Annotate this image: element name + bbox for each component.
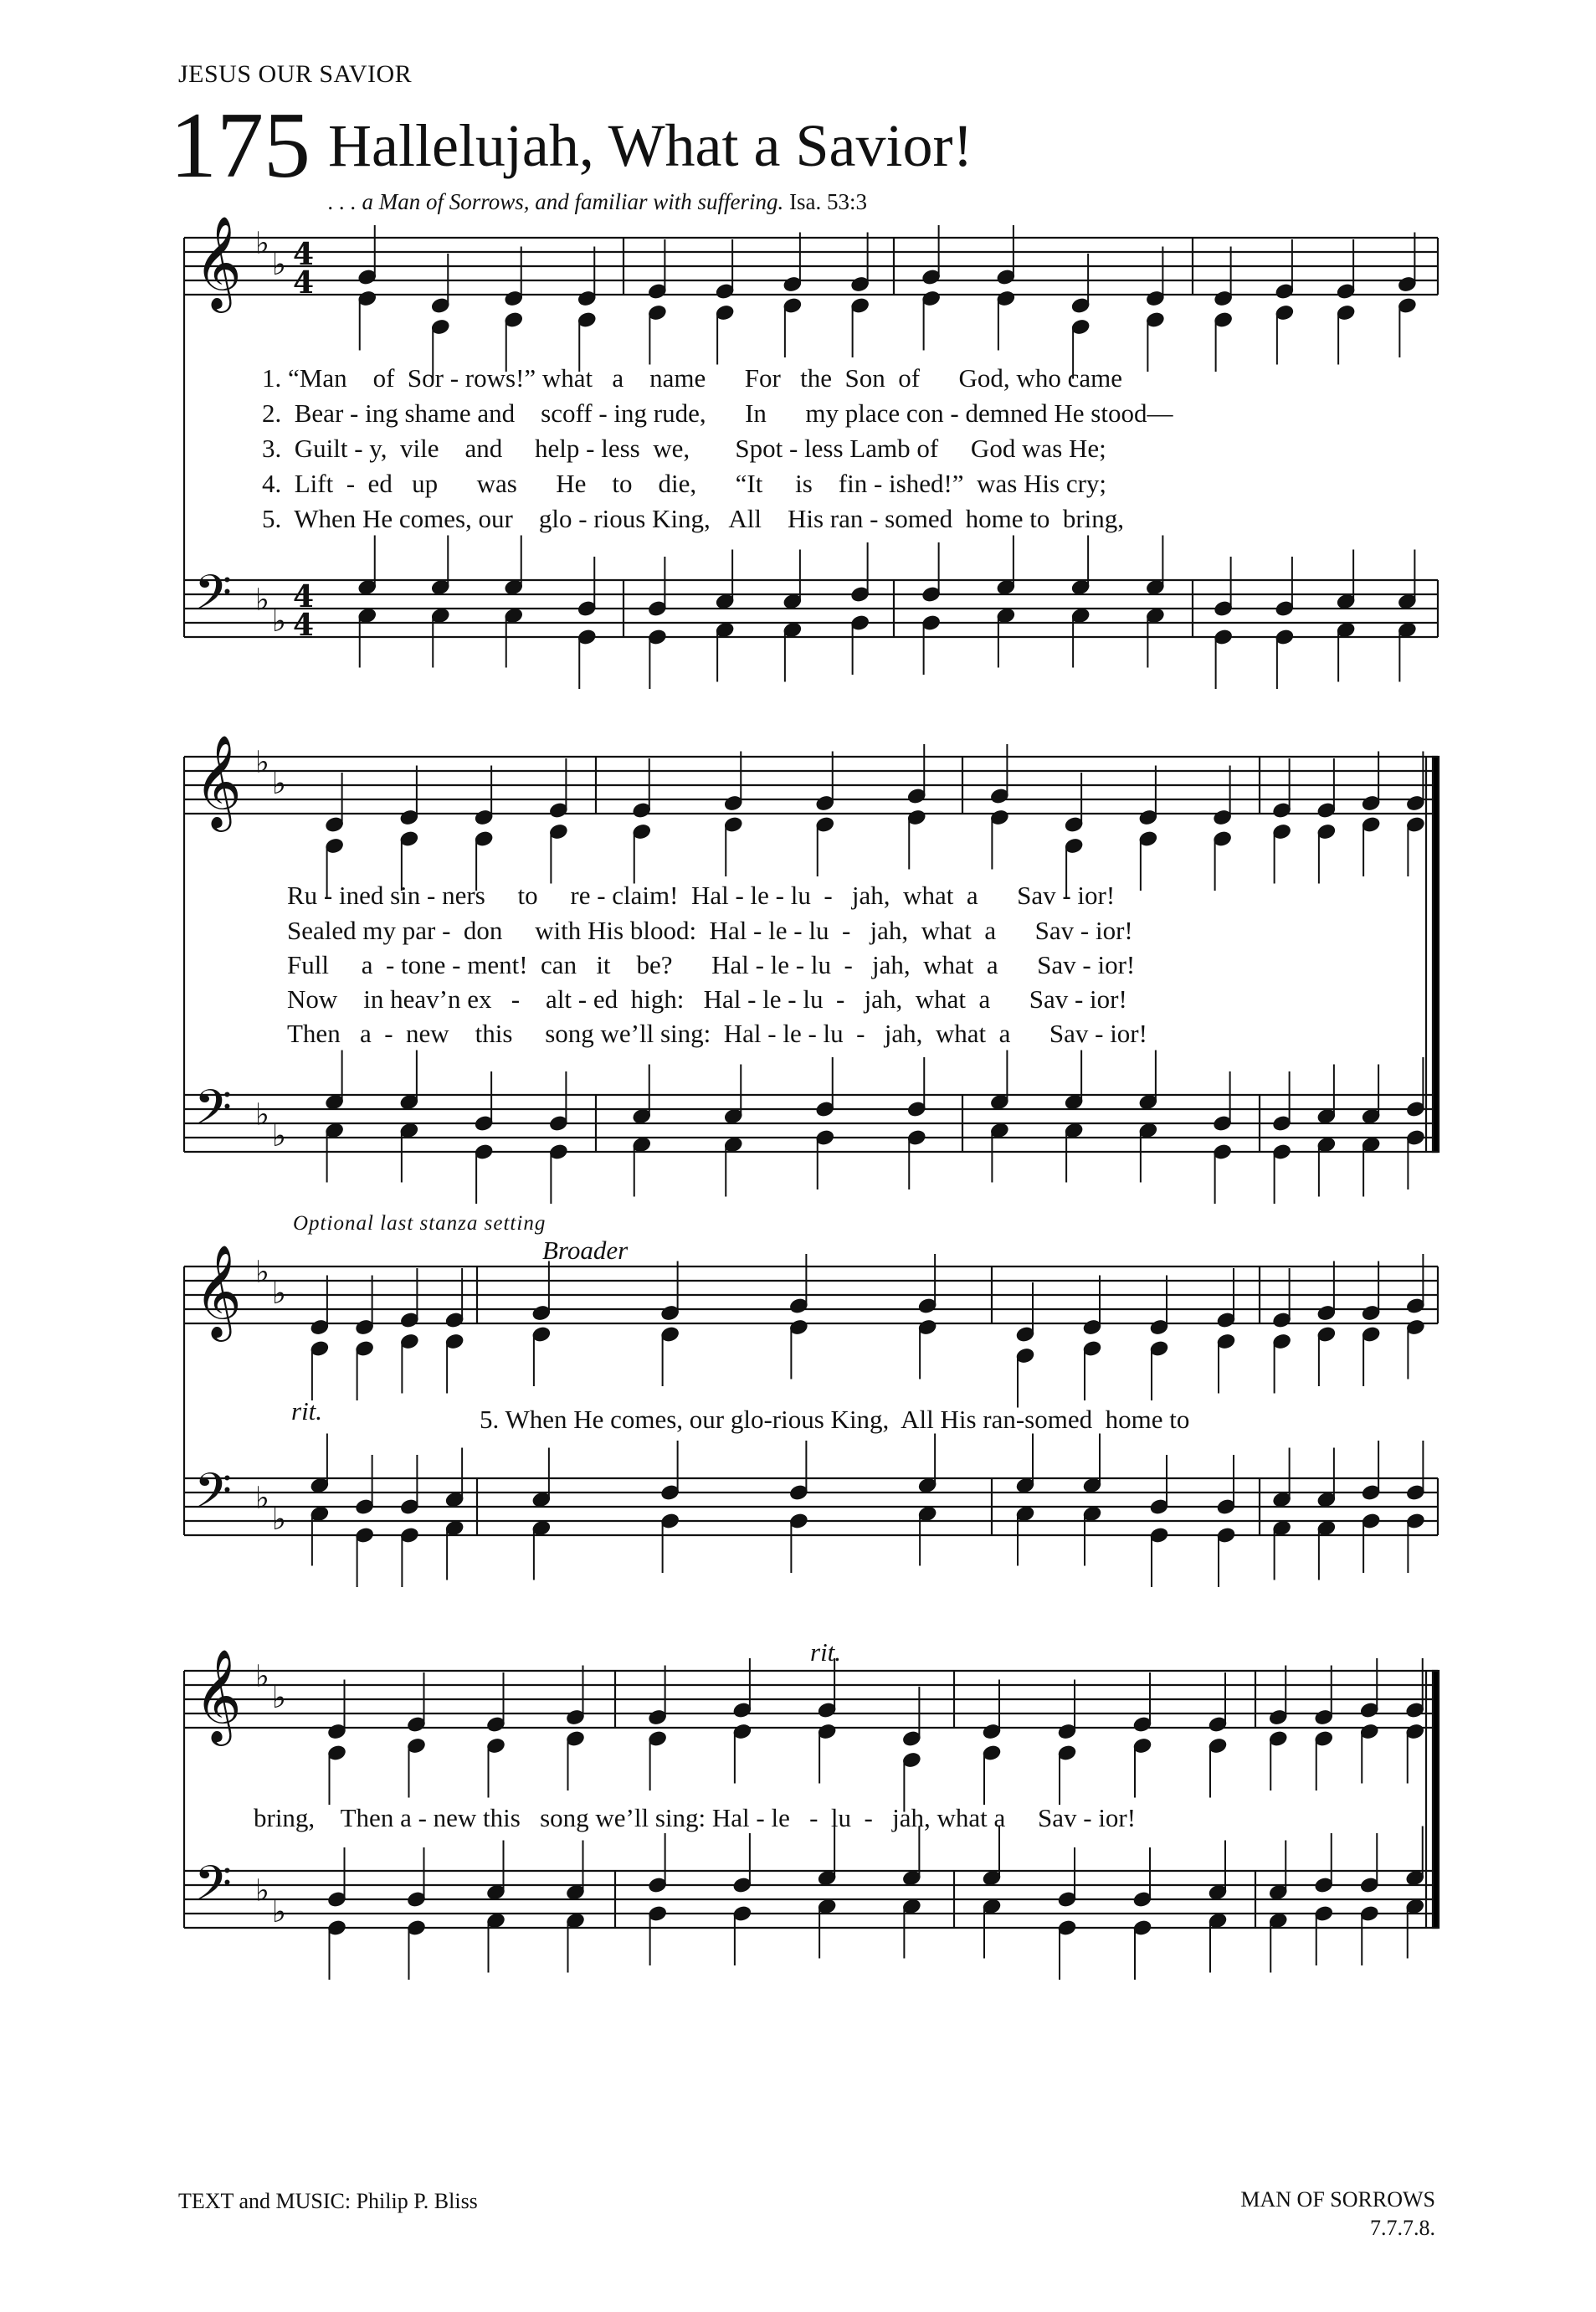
text-music-credit: TEXT and MUSIC: Philip P. Bliss [178, 2189, 478, 2213]
verse-1-line-2: Ru - ined sin - ners to re - claim! Hal - le - lu - jah, what a Sav - ior! [287, 881, 1116, 910]
tempo-marking: Broader [542, 1236, 629, 1265]
flat-icon: ♭ [255, 1097, 269, 1133]
flat-icon: ♭ [255, 1873, 269, 1909]
time-signature: 4 [293, 579, 315, 614]
bass-clef-icon: 𝄢 [194, 1462, 233, 1531]
treble-clef-icon: 𝄞 [194, 215, 242, 309]
hymn-number: 175 [170, 94, 310, 198]
verse-5-line-2: Then a - new this song we’ll sing: Hal - le - lu - jah, what a Sav - ior! [287, 1019, 1147, 1048]
tune-name: MAN OF SORROWS [1240, 2187, 1435, 2212]
flat-icon: ♭ [272, 1681, 286, 1715]
verse-2-line-1: 2. Bear - ing shame and scoff - ing rude, In my place con - demned He stood— [262, 398, 1173, 428]
epigraph-text: . . . a Man of Sorrows, and familiar with suffering. [328, 189, 784, 214]
verse-2-line-2: Sealed my par - don with His blood: Hal - le - lu - jah, what a Sav - ior! [287, 916, 1133, 945]
last-stanza-line-2: bring, Then a - new this song we’ll sing: Hal - le - lu - jah, what a Sav - ior! [254, 1803, 1137, 1832]
flat-icon: ♭ [272, 1895, 286, 1929]
flat-icon: ♭ [255, 745, 269, 780]
flat-icon: ♭ [255, 583, 269, 618]
bass-clef-icon: 𝄢 [194, 1855, 233, 1924]
ritardando-marking: rit. [291, 1396, 323, 1426]
flat-icon: ♭ [272, 1277, 286, 1311]
verse-4-line-2: Now in heav’n ex - alt - ed high: Hal - le - lu - jah, what a Sav - ior! [287, 984, 1127, 1014]
flat-icon: ♭ [272, 1503, 286, 1537]
treble-clef-icon: 𝄞 [194, 1648, 242, 1742]
epigraph-reference: Isa. 53:3 [789, 189, 868, 214]
bass-clef-icon: 𝄢 [194, 1079, 233, 1148]
flat-icon: ♭ [255, 1659, 269, 1694]
verse-3-line-2: Full a - tone - ment! can it be? Hal - le - lu - jah, what a Sav - ior! [287, 950, 1136, 979]
flat-icon: ♭ [255, 1255, 269, 1290]
time-signature: 4 [293, 237, 315, 272]
section-label: JESUS OUR SAVIOR [178, 60, 413, 88]
ritardando-marking-2: rit. [810, 1637, 842, 1667]
last-stanza-line-1: 5. When He comes, our glo-rious King, All His ran-somed home to [480, 1405, 1190, 1434]
meter: 7.7.7.8. [1370, 2216, 1435, 2240]
verse-4-line-1: 4. Lift - ed up was He to die, “It is fin - ished!” was His cry; [262, 469, 1107, 498]
verse-1-line-1: 1. “Man of Sor - rows!” what a name For the Son of God, who came [262, 363, 1122, 393]
final-barline [1433, 757, 1439, 1152]
flat-icon: ♭ [272, 1119, 286, 1153]
flat-icon: ♭ [255, 226, 269, 261]
flat-icon: ♭ [272, 604, 286, 639]
treble-clef-icon: 𝄞 [194, 734, 242, 828]
flat-icon: ♭ [272, 248, 286, 282]
bass-clef-icon: 𝄢 [194, 564, 233, 633]
treble-clef-icon: 𝄞 [194, 1244, 242, 1338]
hymn-title: Hallelujah, What a Savior! [328, 112, 973, 179]
flat-icon: ♭ [255, 1481, 269, 1516]
time-signature: 4 [293, 608, 315, 643]
verse-3-line-1: 3. Guilt - y, vile and help - less we, Spot - less Lamb of God was He; [262, 434, 1106, 463]
flat-icon: ♭ [272, 767, 286, 801]
verse-5-line-1: 5. When He comes, our glo - rious King, All His ran - somed home to bring, [262, 504, 1125, 533]
final-barline [1433, 1671, 1439, 1928]
time-signature: 4 [293, 265, 315, 301]
optional-setting-label: Optional last stanza setting [293, 1212, 547, 1235]
